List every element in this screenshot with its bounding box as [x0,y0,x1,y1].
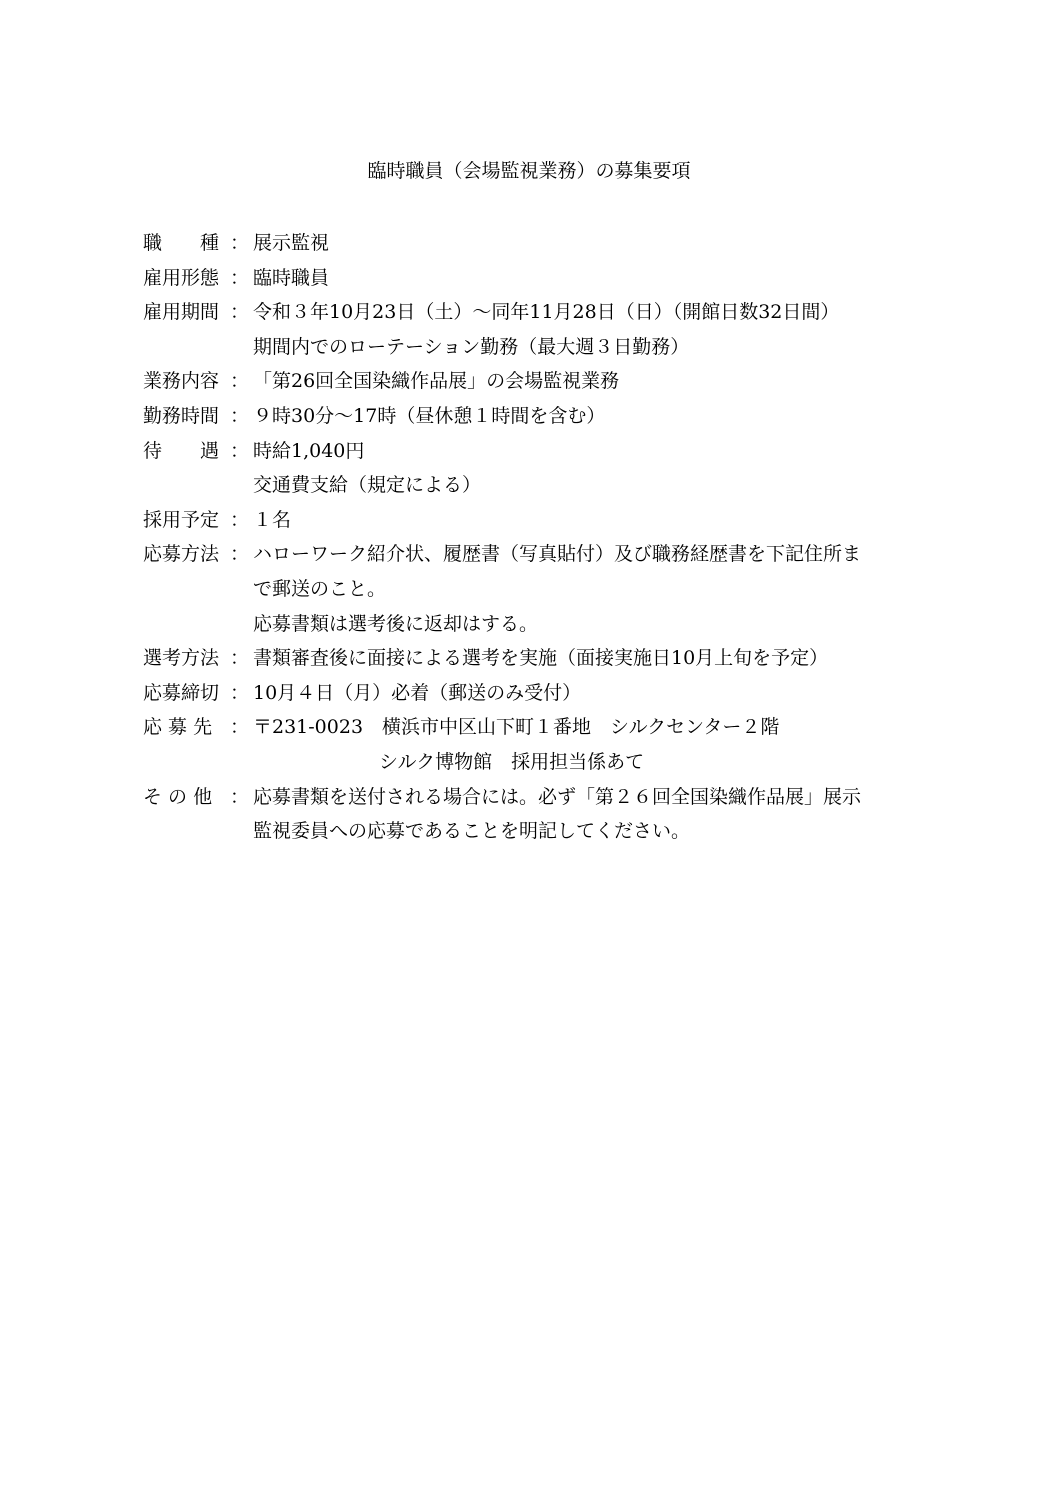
entry-line: 展示監視 [253,232,330,254]
entry-label-text: 雇用期間 [143,301,220,324]
entry-label-text: 応 募 先 [143,716,213,739]
entry-label [143,226,249,261]
entry-values [249,641,943,676]
entry-line: １名 [253,508,292,531]
entry-values [249,434,943,503]
entry-line: ハローワーク紹介状、履歴書（写真貼付）及び職務経歴書を下記住所ま [253,543,862,566]
entry-values [249,780,943,849]
entry-label [143,364,249,399]
entry-line: 10月４日（月）必着（郵送のみ受付） [253,681,582,704]
entry-employment-period [143,295,943,364]
entry-colon: ： [229,785,249,808]
entry-values [249,226,943,261]
entry-values [249,503,943,538]
entry-line: 「第26回全国染織作品展」の会場監視業務 [253,370,620,393]
entry-application-deadline [143,676,943,711]
entry-values [249,295,943,364]
entry-label-text: 応募方法 [143,543,220,566]
entry-sub-line: シルク博物館 採用担当係あて [379,750,645,773]
entry-values [249,261,943,296]
entry-line: 交通費支給（規定による） [253,474,482,497]
entry-colon: ： [229,439,249,462]
entry-label-text: 採用予定 [143,508,220,531]
entry-line: 応募書類は選考後に返却はする。 [253,612,539,635]
entry-colon: ： [229,404,249,427]
entry-colon: ： [229,508,249,531]
entry-line: 監視委員への応募であることを明記してください。 [253,820,691,843]
entry-label-text: 業務内容 [143,370,220,393]
entry-label-text: 応募締切 [143,681,220,704]
entry-values [249,676,943,711]
entry-label [143,780,249,815]
entry-employment-form [143,261,943,296]
entry-colon: ： [229,543,249,566]
entry-label [143,676,249,711]
entry-line: 〒231-0023 横浜市中区山下町１番地 シルクセンター２階 [253,716,780,739]
entry-line: 応募書類を送付される場合には。必ず「第２６回全国染織作品展」展示 [253,785,862,808]
entry-values [249,364,943,399]
entry-label-text: そ の 他 [143,785,213,808]
entry-colon: ： [229,301,249,324]
entry-label [143,503,249,538]
entry-label [143,399,249,434]
entry-selection-method [143,641,943,676]
entry-values [249,399,943,434]
entry-line: 臨時職員 [253,266,330,289]
entry-label-text: 選考方法 [143,647,220,670]
entry-values [249,537,943,641]
entry-colon: ： [229,266,249,289]
entry-label-text: 雇用形態 [143,266,220,289]
entry-colon: ： [229,681,249,704]
entry-line: 期間内でのローテーション勤務（最大週３日勤務） [253,335,690,358]
entry-label-text: 待 遇 [143,439,220,462]
entry-application-address [143,710,943,779]
entry-label [143,295,249,330]
entry-label [143,434,249,469]
entry-hiring-count [143,503,943,538]
entry-other [143,780,943,849]
entry-colon: ： [229,647,249,670]
document-title: 臨時職員（会場監視業務）の募集要項 [367,160,691,182]
entry-application-method [143,537,943,641]
entry-values [249,710,943,779]
entry-compensation [143,434,943,503]
entry-colon: ： [229,232,249,254]
entry-list [143,226,943,849]
entry-label-text: 職 種 [143,232,220,254]
entry-label [143,641,249,676]
entry-line: で郵送のこと。 [253,577,387,600]
entry-label-text: 勤務時間 [143,404,220,427]
entry-job-type [143,226,943,261]
entry-label [143,710,249,745]
entry-colon: ： [229,716,249,739]
entry-line: 書類審査後に面接による選考を実施（面接実施日10月上旬を予定） [253,647,829,670]
entry-colon: ： [229,370,249,393]
entry-label [143,261,249,296]
entry-job-description [143,364,943,399]
entry-working-hours [143,399,943,434]
entry-line: ９時30分～17時（昼休憩１時間を含む） [253,404,606,427]
entry-line: 令和３年10月23日（土）～同年11月28日（日）（開館日数32日間） [253,301,840,324]
entry-label [143,537,249,572]
entry-line: 時給1,040円 [253,439,365,462]
